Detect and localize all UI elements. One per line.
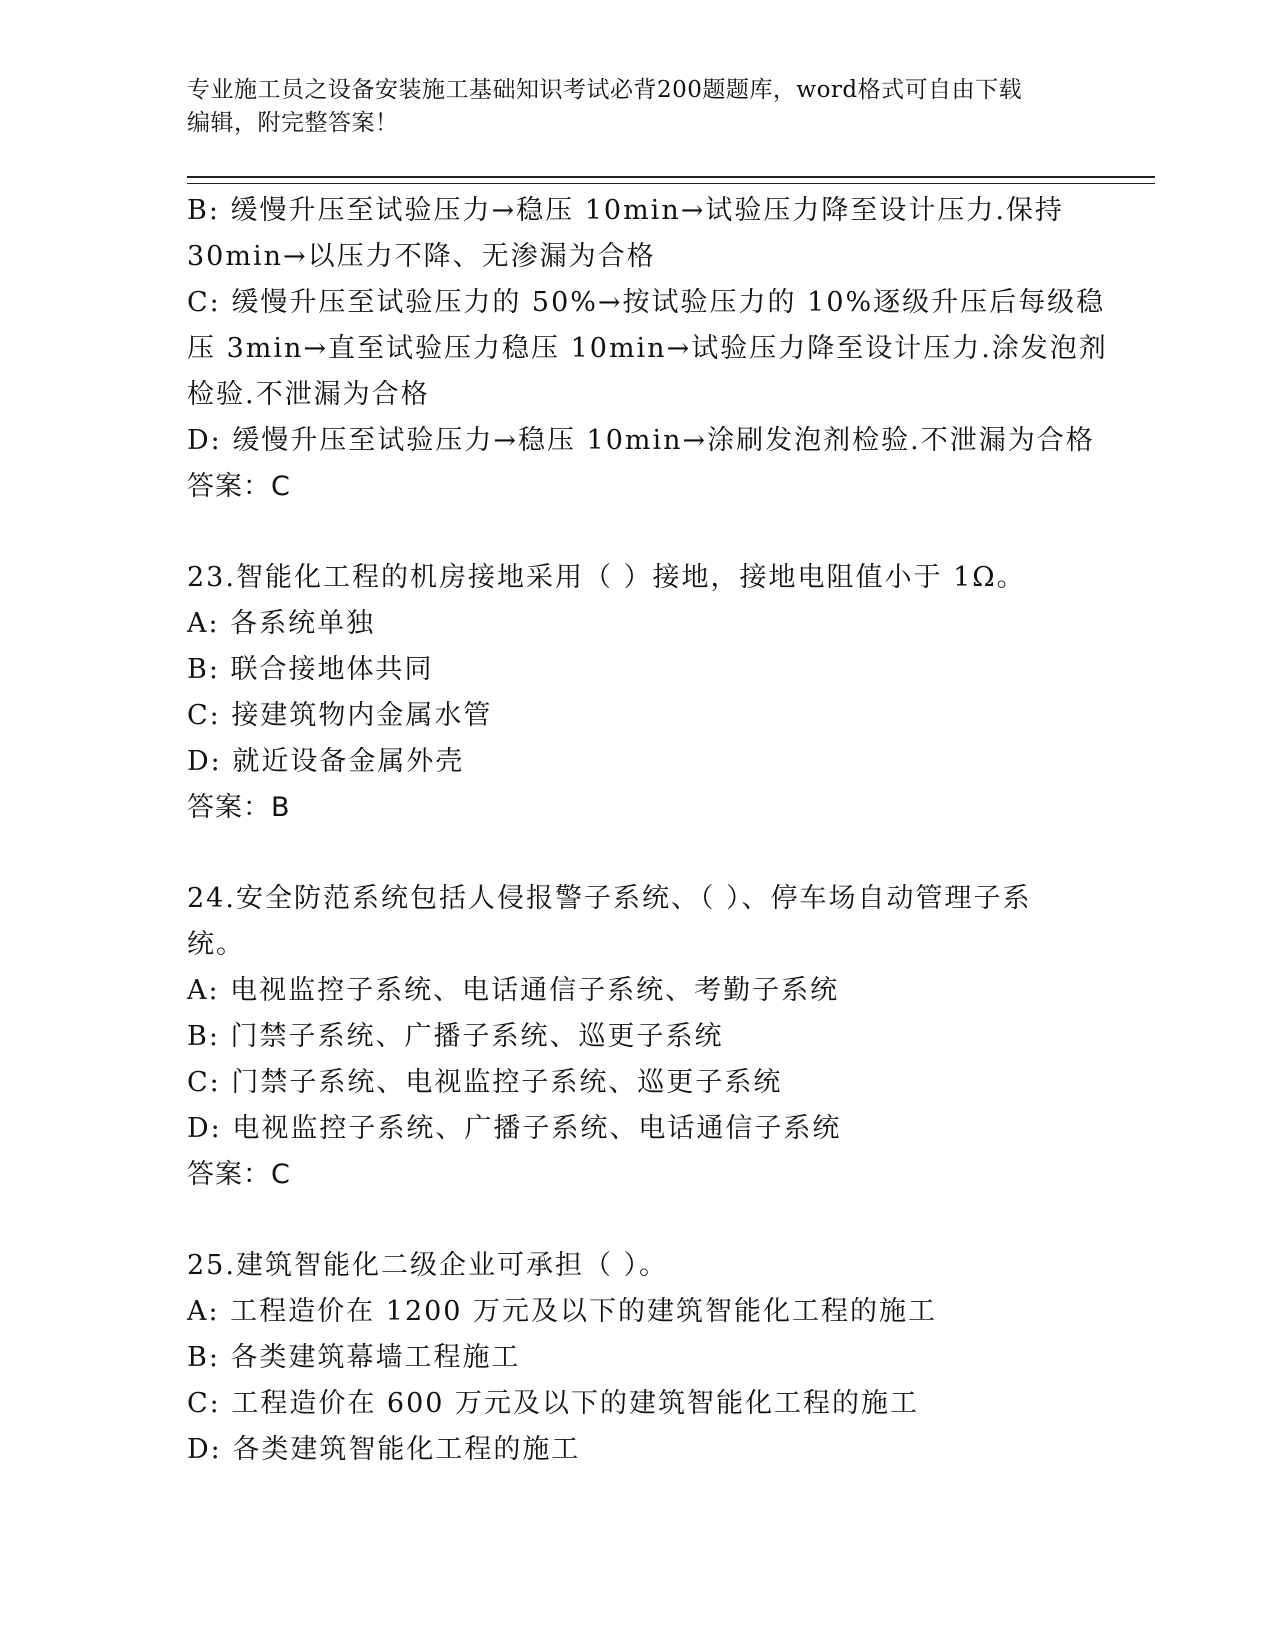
q24-stem-line-2: 统。 xyxy=(187,929,245,960)
question-content xyxy=(187,188,1107,1473)
spacer xyxy=(187,1198,1107,1243)
q23-answer: 答案：B xyxy=(187,792,291,823)
q23-option-c: C: 接建筑物内金属水管 xyxy=(187,700,493,731)
q25-option-c: C: 工程造价在 600 万元及以下的建筑智能化工程的施工 xyxy=(187,1388,920,1419)
question-25 xyxy=(187,1243,1107,1473)
q22-option-c-line-1: C: 缓慢升压至试验压力的 50%→按试验压力的 10%逐级升压后每级稳 xyxy=(187,287,1106,318)
q22-answer: 答案：C xyxy=(187,471,291,502)
q25-option-d: D: 各类建筑智能化工程的施工 xyxy=(187,1434,581,1465)
q24-option-d: D: 电视监控子系统、广播子系统、电话通信子系统 xyxy=(187,1113,842,1144)
q22-option-d: D: 缓慢升压至试验压力→稳压 10min→涂刷发泡剂检验.不泄漏为合格 xyxy=(187,425,1095,456)
header-divider xyxy=(187,176,1155,184)
q23-option-d: D: 就近设备金属外壳 xyxy=(187,746,465,777)
q25-option-a: A: 工程造价在 1200 万元及以下的建筑智能化工程的施工 xyxy=(187,1296,938,1327)
spacer xyxy=(187,831,1107,876)
q22-option-b-line-1: B: 缓慢升压至试验压力→稳压 10min→试验压力降至设计压力.保持 xyxy=(187,195,1064,226)
header-title-line-1: 专业施工员之设备安装施工基础知识考试必背200题题库，word格式可自由下载 xyxy=(187,77,1023,103)
q24-option-c: C: 门禁子系统、电视监控子系统、巡更子系统 xyxy=(187,1067,783,1098)
q25-stem: 25.建筑智能化二级企业可承担（ ）。 xyxy=(187,1250,669,1281)
q24-option-b: B: 门禁子系统、广播子系统、巡更子系统 xyxy=(187,1021,724,1052)
q24-stem-line-1: 24.安全防范系统包括人侵报警子系统、（ ）、停车场自动管理子系 xyxy=(187,883,1032,914)
q23-option-b: B: 联合接地体共同 xyxy=(187,654,434,685)
header-title-line-2: 编辑，附完整答案！ xyxy=(187,110,399,136)
q25-option-b: B: 各类建筑幕墙工程施工 xyxy=(187,1342,521,1373)
q24-option-a: A: 电视监控子系统、电话通信子系统、考勤子系统 xyxy=(187,975,840,1006)
question-22-continuation xyxy=(187,188,1107,510)
document-header xyxy=(187,74,1087,140)
q23-stem: 23.智能化工程的机房接地采用（ ）接地，接地电阻值小于 1Ω。 xyxy=(187,562,1026,593)
question-23 xyxy=(187,555,1107,831)
question-24 xyxy=(187,876,1107,1198)
q24-answer: 答案：C xyxy=(187,1159,291,1190)
q22-option-c-line-2: 压 3min→直至试验压力稳压 10min→试验压力降至设计压力.涂发泡剂 xyxy=(187,333,1108,364)
q22-option-b-line-2: 30min→以压力不降、无渗漏为合格 xyxy=(187,241,656,272)
q23-option-a: A: 各系统单独 xyxy=(187,608,376,639)
q22-option-c-line-3: 检验.不泄漏为合格 xyxy=(187,379,430,410)
spacer xyxy=(187,510,1107,555)
